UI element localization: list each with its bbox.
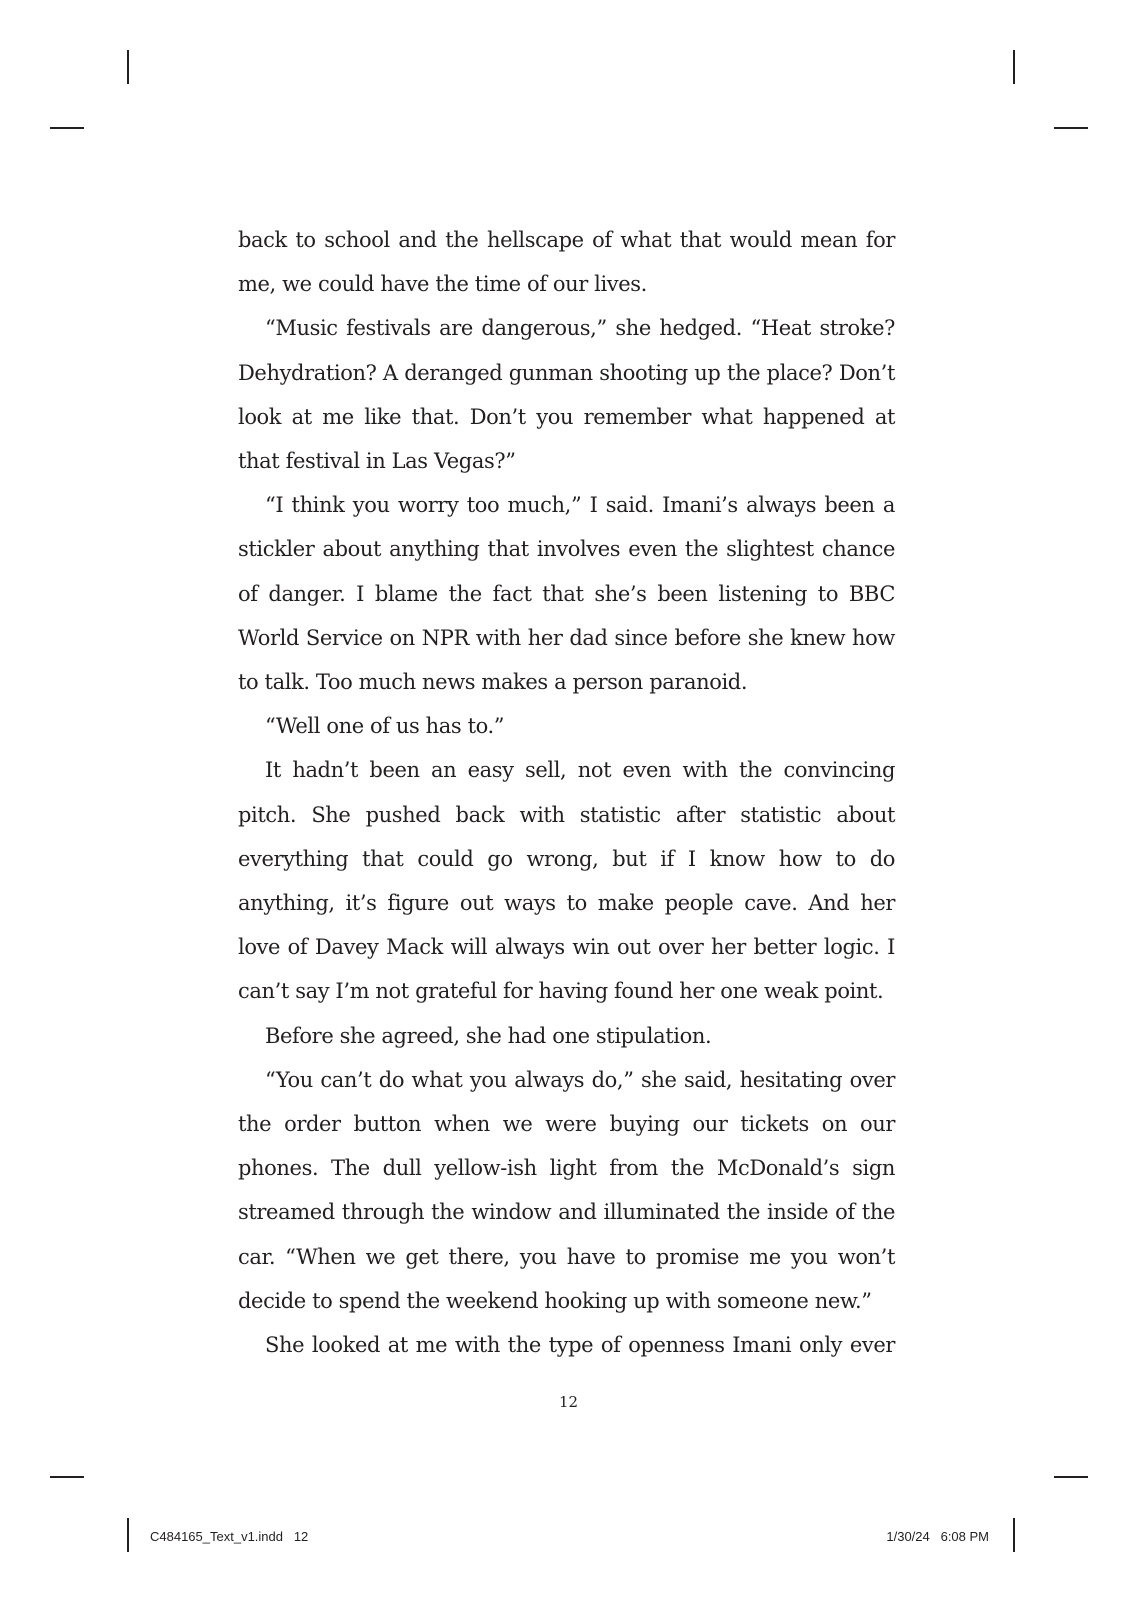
crop-mark-bottom-right-vertical <box>1013 1518 1015 1552</box>
paragraph: “I think you worry too much,” I said. Imani’s always been a stickler about anything that involves even the slightest chance of danger. I blame the fact that she’s been listening to BBC World Service on NPR with her dad since before she knew how to talk. Too much news makes a person paranoid. <box>238 493 895 695</box>
body-text <box>238 218 895 1367</box>
paragraph: “Well one of us has to.” <box>265 714 505 739</box>
paragraph-continues: She looked at me with the type of openness Imani only ever <box>265 1333 895 1358</box>
slug-file-name: C484165_Text_v1.indd 12 <box>150 1529 309 1544</box>
paragraph: “You can’t do what you always do,” she said, hesitating over the order button when we were buying our tickets on our phones. The dull yellow-ish light from the McDonald’s sign streamed through the window and illuminated the inside of the car. “When we get there, you have to promise me you won’t decide to spend the weekend hooking up with someone new.” <box>238 1067 895 1313</box>
paragraph: Before she agreed, she had one stipulation. <box>265 1023 712 1048</box>
crop-mark-top-right-vertical <box>1013 50 1015 84</box>
crop-mark-top-right-horizontal <box>1054 127 1088 129</box>
paragraph: “Music festivals are dangerous,” she hedged. “Heat stroke? Dehydration? A deranged gunman shooting up the place? Don’t look at me like that. Don’t you remember what happened at that festival in Las Vegas?” <box>238 316 895 474</box>
paragraph: It hadn’t been an easy sell, not even with the convincing pitch. She pushed back with statistic after statistic about everything that could go wrong, but if I know how to do anything, it’s figure out ways to make people cave. And her love of Davey Mack will always win out over her better logic. I can’t say I’m not grateful for having found her one weak point. <box>238 758 895 1004</box>
slug-timestamp: 1/30/24 6:08 PM <box>886 1529 989 1544</box>
crop-mark-top-left-vertical <box>127 50 129 84</box>
page-number: 12 <box>558 1393 579 1411</box>
paragraph-continuation: back to school and the hellscape of what that would mean for me, we could have the time of our lives. <box>238 228 895 297</box>
crop-mark-top-left-horizontal <box>50 127 84 129</box>
crop-mark-bottom-left-horizontal <box>50 1476 84 1478</box>
crop-mark-bottom-left-vertical <box>127 1518 129 1552</box>
crop-mark-bottom-right-horizontal <box>1054 1476 1088 1478</box>
